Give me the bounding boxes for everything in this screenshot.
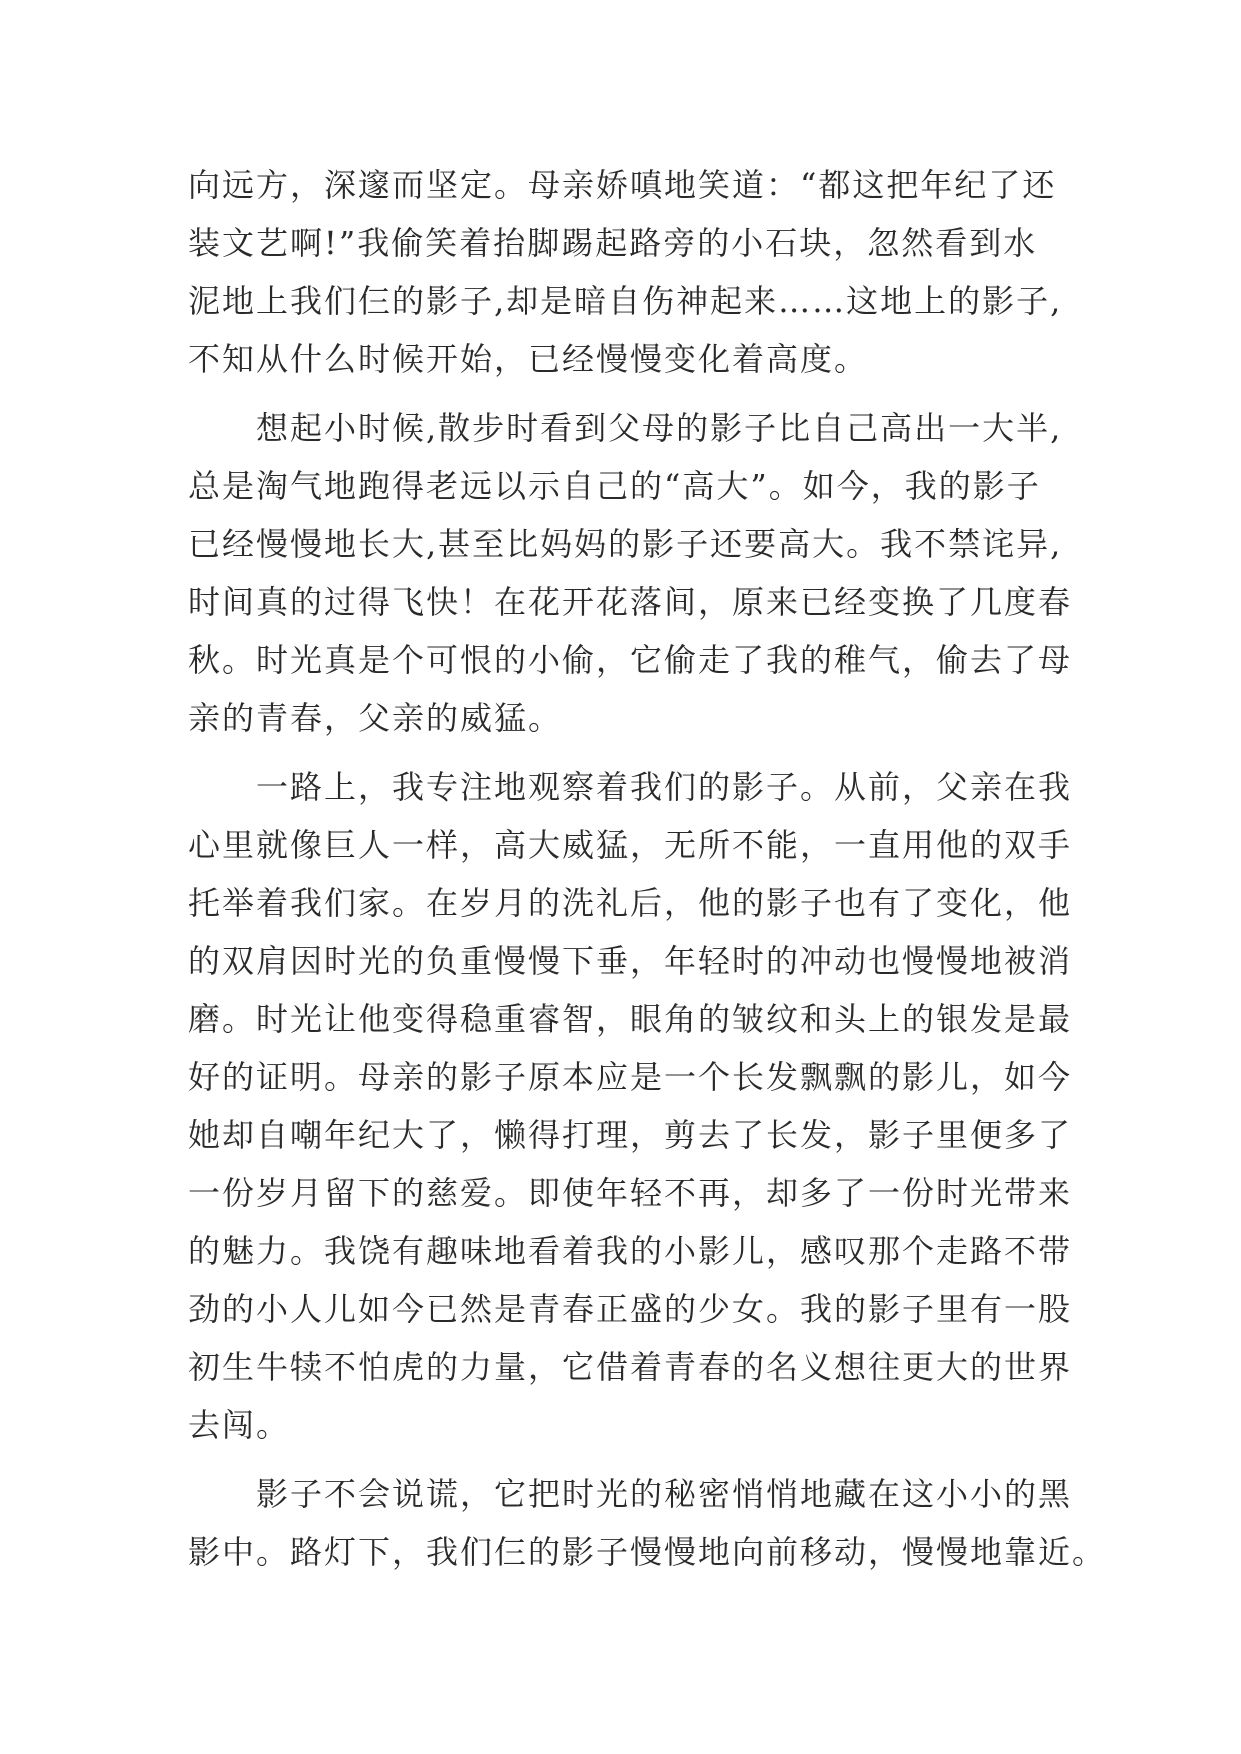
text-line: 装文艺啊!”我偷笑着抬脚踢起路旁的小石块，忽然看到水 — [188, 224, 1038, 262]
paragraph — [188, 156, 1078, 388]
paragraph — [188, 758, 1078, 1454]
text-line: 初生牛犊不怕虎的力量，它借着青春的名义想往更大的世界 — [188, 1348, 1073, 1386]
text-line: 的双肩因时光的负重慢慢下垂，年轻时的冲动也慢慢地被消 — [188, 942, 1073, 980]
text-line: 好的证明。母亲的影子原本应是一个长发飘飘的影儿，如今 — [188, 1058, 1073, 1096]
text-line: 不知从什么时候开始，已经慢慢变化着高度。 — [188, 340, 869, 378]
text-line: 已经慢慢地长大,甚至比妈妈的影子还要高大。我不禁诧异, — [188, 525, 1063, 563]
text-line: 总是淘气地跑得老远以示自己的“高大”。如今，我的影子 — [188, 467, 1041, 505]
text-line: 亲的青春，父亲的威猛。 — [188, 699, 563, 737]
text-line: 影中。路灯下，我们仨的影子慢慢地向前移动，慢慢地靠近。 — [188, 1533, 1107, 1571]
text-line: 心里就像巨人一样，高大威猛，无所不能，一直用他的双手 — [188, 826, 1073, 864]
text-line: 的魅力。我饶有趣味地看着我的小影儿，感叹那个走路不带 — [188, 1232, 1073, 1270]
text-line: 影子不会说谎，它把时光的秘密悄悄地藏在这小小的黑 — [188, 1475, 1073, 1513]
text-line: 劲的小人儿如今已然是青春正盛的少女。我的影子里有一股 — [188, 1290, 1073, 1328]
paragraph — [188, 399, 1078, 747]
text-line: 想起小时候,散步时看到父母的影子比自己高出一大半, — [188, 409, 1063, 447]
paragraph-gap — [188, 1454, 1078, 1465]
text-line: 时间真的过得飞快！在花开花落间，原来已经变换了几度春 — [188, 583, 1073, 621]
text-line: 泥地上我们仨的影子,却是暗自伤神起来……这地上的影子, — [188, 282, 1063, 320]
text-line: 向远方，深邃而坚定。母亲娇嗔地笑道：“都这把年纪了还 — [188, 166, 1057, 204]
text-line: 一份岁月留下的慈爱。即使年轻不再，却多了一份时光带来 — [188, 1174, 1073, 1212]
text-line: 一路上，我专注地观察着我们的影子。从前，父亲在我 — [188, 768, 1073, 806]
text-line: 她却自嘲年纪大了，懒得打理，剪去了长发，影子里便多了 — [188, 1116, 1073, 1154]
text-line: 磨。时光让他变得稳重睿智，眼角的皱纹和头上的银发是最 — [188, 1000, 1073, 1038]
essay-body — [188, 156, 1107, 1581]
text-line: 秋。时光真是个可恨的小偷，它偷走了我的稚气，偷去了母 — [188, 641, 1073, 679]
text-line: 托举着我们家。在岁月的洗礼后，他的影子也有了变化，他 — [188, 884, 1073, 922]
paragraph — [188, 1465, 1107, 1581]
paragraph-gap — [188, 388, 1078, 399]
paragraph-gap — [188, 747, 1078, 758]
text-line: 去闯。 — [188, 1406, 291, 1444]
